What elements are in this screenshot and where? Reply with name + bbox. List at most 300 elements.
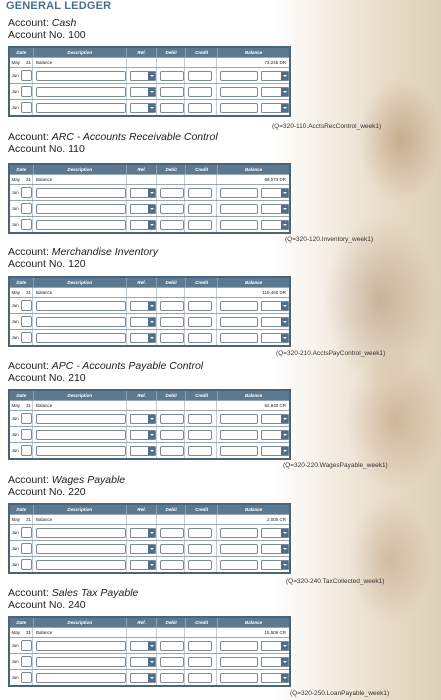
debit-input[interactable] (160, 317, 184, 327)
balance-cell (217, 288, 289, 297)
ledger-row (10, 83, 289, 99)
ledger-row (10, 174, 289, 184)
description-input[interactable] (36, 414, 126, 424)
ledger-row (10, 287, 289, 297)
column-header-balance: Balance (245, 50, 263, 55)
description-cell (33, 628, 127, 637)
column-header-date: Date (10, 618, 34, 627)
column-header-ref: Ref. (127, 505, 157, 514)
account-name-line (8, 131, 218, 143)
description-cell (33, 175, 127, 184)
credit-input[interactable] (188, 301, 212, 311)
chevron-down-icon[interactable] (148, 302, 155, 310)
chevron-down-icon[interactable] (148, 415, 155, 423)
debit-input[interactable] (160, 544, 184, 554)
debit-cell (157, 217, 185, 232)
chevron-down-icon[interactable] (281, 415, 288, 423)
day-input[interactable] (21, 187, 32, 198)
credit-input[interactable] (188, 446, 212, 456)
chevron-down-icon[interactable] (148, 642, 155, 650)
ref-select[interactable] (130, 641, 156, 651)
balance-input[interactable] (220, 560, 258, 570)
description-input[interactable] (36, 560, 126, 570)
debit-input[interactable] (160, 657, 184, 667)
debit-cell (157, 288, 185, 297)
credit-cell (185, 628, 217, 637)
column-header-description: Description (34, 278, 127, 287)
balance-input[interactable] (220, 188, 258, 198)
debit-cell (157, 557, 185, 572)
chevron-down-icon[interactable] (281, 205, 288, 213)
column-header-debit: Debit (157, 165, 186, 174)
ref-select[interactable] (130, 87, 156, 97)
month-text: Jun (11, 105, 19, 110)
balance-cell (217, 217, 289, 232)
ref-cell (127, 314, 157, 329)
balance-type-select[interactable] (261, 673, 289, 683)
credit-input[interactable] (188, 414, 212, 424)
balance-text: 119,460 DR (262, 290, 286, 295)
debit-cell (157, 427, 185, 442)
balance-input[interactable] (220, 641, 258, 651)
question-id-label: (Q=320-240.TaxCollected_week1) (286, 578, 385, 585)
debit-input[interactable] (160, 71, 184, 81)
balance-type-select[interactable] (261, 317, 289, 327)
description-input[interactable] (36, 103, 126, 113)
credit-cell (185, 201, 217, 216)
chevron-down-icon[interactable] (148, 529, 155, 537)
column-header-credit: Credit (186, 48, 218, 57)
balance-cell (217, 670, 289, 685)
ref-select[interactable] (130, 301, 156, 311)
chevron-down-icon[interactable] (281, 189, 288, 197)
ref-select[interactable] (130, 220, 156, 230)
day-input[interactable] (21, 70, 32, 81)
account-name: ARC - Accounts Receivable Control (51, 131, 218, 143)
month-text: Jun (11, 675, 19, 680)
balance-text: 82,840 CR (264, 403, 286, 408)
day-input[interactable] (21, 672, 32, 683)
description-input[interactable] (36, 544, 126, 554)
balance-type-select[interactable] (261, 446, 289, 456)
chevron-down-icon[interactable] (281, 447, 288, 455)
balance-type-select[interactable] (261, 71, 289, 81)
debit-input[interactable] (160, 220, 184, 230)
chevron-down-icon[interactable] (148, 447, 155, 455)
balance-input[interactable] (220, 544, 258, 554)
month-text: Jun (11, 530, 19, 535)
ref-select[interactable] (130, 430, 156, 440)
credit-input[interactable] (188, 641, 212, 651)
balance-text: 73,246 DR (264, 60, 286, 65)
credit-input[interactable] (188, 188, 212, 198)
description-input[interactable] (36, 317, 126, 327)
month-text: May (11, 517, 20, 522)
debit-input[interactable] (160, 528, 184, 538)
ref-select[interactable] (130, 673, 156, 683)
day-input[interactable] (21, 429, 32, 440)
balance-type-select[interactable] (261, 414, 289, 424)
credit-input[interactable] (188, 220, 212, 230)
day-input[interactable] (21, 559, 32, 570)
day-input[interactable] (21, 543, 32, 554)
account-name: Sales Tax Payable (51, 587, 139, 599)
column-header-balance: Balance (245, 280, 263, 285)
month-text: May (11, 290, 20, 295)
account-label: Account: (8, 474, 49, 486)
balance-cell (217, 298, 289, 313)
date-cell (10, 515, 33, 524)
balance-input[interactable] (220, 430, 258, 440)
ref-cell (127, 541, 157, 556)
credit-input[interactable] (188, 544, 212, 554)
description-text: Balance (36, 517, 53, 522)
balance-cell (217, 314, 289, 329)
balance-type-select[interactable] (261, 301, 289, 311)
description-cell (33, 330, 127, 345)
day-input[interactable] (21, 316, 32, 327)
credit-cell (185, 515, 217, 524)
day-input[interactable] (21, 300, 32, 311)
day-text: 31 (25, 290, 31, 295)
chevron-down-icon[interactable] (281, 318, 288, 326)
ledger-row (10, 669, 289, 685)
description-input[interactable] (36, 673, 126, 683)
ref-select[interactable] (130, 528, 156, 538)
ledger-table (8, 389, 291, 460)
chevron-down-icon[interactable] (281, 88, 288, 96)
column-header-credit: Credit (186, 618, 218, 627)
day-text: 31 (25, 403, 31, 408)
ref-cell (127, 58, 157, 67)
ref-select[interactable] (130, 544, 156, 554)
ref-select[interactable] (130, 560, 156, 570)
ref-select[interactable] (130, 71, 156, 81)
ref-select[interactable] (130, 103, 156, 113)
date-cell (10, 217, 33, 232)
account-name: Cash (51, 17, 77, 29)
credit-input[interactable] (188, 673, 212, 683)
column-header-credit: Credit (186, 278, 218, 287)
description-input[interactable] (36, 430, 126, 440)
balance-type-select[interactable] (261, 333, 289, 343)
day-input[interactable] (21, 86, 32, 97)
balance-type-select[interactable] (261, 103, 289, 113)
balance-input[interactable] (220, 220, 258, 230)
ref-select[interactable] (130, 317, 156, 327)
balance-input[interactable] (220, 414, 258, 424)
credit-cell (185, 557, 217, 572)
column-header-balance: Balance (245, 507, 263, 512)
month-text: Jun (11, 562, 19, 567)
account-name-line (8, 474, 125, 486)
debit-input[interactable] (160, 204, 184, 214)
ledger-row (10, 426, 289, 442)
column-header-ref: Ref. (127, 278, 157, 287)
chevron-down-icon[interactable] (148, 561, 155, 569)
ref-select[interactable] (130, 204, 156, 214)
description-text: Balance (36, 177, 53, 182)
balance-type-select[interactable] (261, 220, 289, 230)
credit-cell (185, 541, 217, 556)
month-text: Jun (11, 416, 19, 421)
description-text: Balance (36, 630, 53, 635)
ref-select[interactable] (130, 188, 156, 198)
description-input[interactable] (36, 220, 126, 230)
question-id-label: (Q=320-250.LoanPayable_week1) (290, 690, 390, 697)
chevron-down-icon[interactable] (148, 545, 155, 553)
chevron-down-icon[interactable] (281, 221, 288, 229)
balance-cell (217, 330, 289, 345)
description-cell (33, 401, 127, 410)
column-header-date: Date (10, 48, 34, 57)
credit-cell (185, 58, 217, 67)
balance-input[interactable] (220, 528, 258, 538)
description-input[interactable] (36, 301, 126, 311)
balance-type-select[interactable] (261, 87, 289, 97)
ref-select[interactable] (130, 657, 156, 667)
credit-cell (185, 330, 217, 345)
balance-input[interactable] (220, 317, 258, 327)
balance-cell (217, 185, 289, 200)
ledger-row (10, 99, 289, 115)
debit-input[interactable] (160, 103, 184, 113)
chevron-down-icon[interactable] (148, 189, 155, 197)
chevron-down-icon[interactable] (148, 674, 155, 682)
ledger-row (10, 184, 289, 200)
chevron-down-icon[interactable] (281, 529, 288, 537)
balance-input[interactable] (220, 657, 258, 667)
day-input[interactable] (21, 656, 32, 667)
debit-cell (157, 541, 185, 556)
balance-type-select[interactable] (261, 204, 289, 214)
credit-input[interactable] (188, 657, 212, 667)
chevron-down-icon[interactable] (148, 334, 155, 342)
credit-cell (185, 401, 217, 410)
date-cell (10, 638, 33, 653)
day-input[interactable] (21, 413, 32, 424)
debit-cell (157, 175, 185, 184)
balance-type-select[interactable] (261, 544, 289, 554)
chevron-down-icon[interactable] (148, 72, 155, 80)
day-input[interactable] (21, 445, 32, 456)
chevron-down-icon[interactable] (148, 658, 155, 666)
account-number: Account No. 220 (8, 486, 86, 498)
balance-text: 2,000 CR (266, 517, 286, 522)
chevron-down-icon[interactable] (148, 221, 155, 229)
account-name-line (8, 246, 158, 258)
balance-type-select[interactable] (261, 641, 289, 651)
description-text: Balance (36, 60, 53, 65)
balance-type-select[interactable] (261, 560, 289, 570)
ref-cell (127, 411, 157, 426)
description-cell (33, 84, 127, 99)
balance-input[interactable] (220, 673, 258, 683)
account-name: Wages Payable (51, 474, 126, 486)
debit-input[interactable] (160, 641, 184, 651)
ledger-row (10, 313, 289, 329)
ledger-row (10, 329, 289, 345)
balance-type-select[interactable] (261, 657, 289, 667)
credit-input[interactable] (188, 87, 212, 97)
balance-input[interactable] (220, 333, 258, 343)
credit-input[interactable] (188, 71, 212, 81)
credit-cell (185, 654, 217, 669)
description-cell (33, 314, 127, 329)
ref-select[interactable] (130, 446, 156, 456)
chevron-down-icon[interactable] (281, 334, 288, 342)
balance-input[interactable] (220, 103, 258, 113)
date-cell (10, 628, 33, 637)
balance-cell (217, 515, 289, 524)
balance-input[interactable] (220, 87, 258, 97)
ref-cell (127, 68, 157, 83)
ledger-header-row (10, 618, 289, 627)
description-input[interactable] (36, 528, 126, 538)
chevron-down-icon[interactable] (281, 72, 288, 80)
description-input[interactable] (36, 641, 126, 651)
credit-input[interactable] (188, 560, 212, 570)
account-name-line (8, 17, 86, 29)
description-input[interactable] (36, 71, 126, 81)
balance-cell (217, 427, 289, 442)
chevron-down-icon[interactable] (281, 545, 288, 553)
day-input[interactable] (21, 527, 32, 538)
column-header-ref: Ref. (127, 165, 157, 174)
credit-input[interactable] (188, 204, 212, 214)
credit-input[interactable] (188, 430, 212, 440)
ref-cell (127, 84, 157, 99)
account-number: Account No. 120 (8, 258, 86, 270)
column-header-description: Description (34, 165, 127, 174)
description-input[interactable] (36, 87, 126, 97)
month-text: Jun (11, 448, 19, 453)
debit-cell (157, 628, 185, 637)
column-header-date: Date (10, 391, 34, 400)
description-input[interactable] (36, 657, 126, 667)
balance-type-select[interactable] (261, 528, 289, 538)
date-cell (10, 68, 33, 83)
debit-input[interactable] (160, 188, 184, 198)
credit-cell (185, 68, 217, 83)
credit-input[interactable] (188, 333, 212, 343)
month-text: Jun (11, 643, 19, 648)
debit-input[interactable] (160, 560, 184, 570)
ledger-header-row (10, 505, 289, 514)
date-cell (10, 288, 33, 297)
credit-cell (185, 525, 217, 540)
description-cell (33, 427, 127, 442)
debit-input[interactable] (160, 87, 184, 97)
chevron-down-icon[interactable] (148, 318, 155, 326)
balance-input[interactable] (220, 204, 258, 214)
account-name: APC - Accounts Payable Control (51, 360, 204, 372)
credit-input[interactable] (188, 103, 212, 113)
balance-type-select[interactable] (261, 188, 289, 198)
description-input[interactable] (36, 204, 126, 214)
chevron-down-icon[interactable] (281, 674, 288, 682)
description-input[interactable] (36, 188, 126, 198)
ref-select[interactable] (130, 333, 156, 343)
debit-input[interactable] (160, 430, 184, 440)
ref-cell (127, 175, 157, 184)
credit-cell (185, 288, 217, 297)
credit-cell (185, 670, 217, 685)
debit-input[interactable] (160, 333, 184, 343)
balance-input[interactable] (220, 71, 258, 81)
column-header-description: Description (34, 391, 127, 400)
debit-input[interactable] (160, 673, 184, 683)
debit-cell (157, 185, 185, 200)
chevron-down-icon[interactable] (148, 431, 155, 439)
column-header-credit: Credit (186, 165, 218, 174)
credit-cell (185, 638, 217, 653)
day-input[interactable] (21, 102, 32, 113)
credit-input[interactable] (188, 528, 212, 538)
credit-input[interactable] (188, 317, 212, 327)
day-input[interactable] (21, 640, 32, 651)
description-cell (33, 185, 127, 200)
description-input[interactable] (36, 333, 126, 343)
balance-cell (217, 638, 289, 653)
chevron-down-icon[interactable] (281, 302, 288, 310)
date-cell (10, 201, 33, 216)
description-cell (33, 288, 127, 297)
chevron-down-icon[interactable] (281, 104, 288, 112)
balance-type-select[interactable] (261, 430, 289, 440)
chevron-down-icon[interactable] (148, 104, 155, 112)
debit-input[interactable] (160, 446, 184, 456)
chevron-down-icon[interactable] (281, 658, 288, 666)
date-cell (10, 427, 33, 442)
debit-cell (157, 298, 185, 313)
day-input[interactable] (21, 219, 32, 230)
month-text: May (11, 630, 20, 635)
ledger-table (8, 46, 291, 117)
debit-input[interactable] (160, 414, 184, 424)
chevron-down-icon[interactable] (148, 205, 155, 213)
question-id-label: (Q=320-120.Inventory_week1) (285, 236, 373, 243)
balance-cell (217, 557, 289, 572)
ledger-header-row (10, 165, 289, 174)
description-cell (33, 201, 127, 216)
day-input[interactable] (21, 203, 32, 214)
balance-input[interactable] (220, 446, 258, 456)
ref-select[interactable] (130, 414, 156, 424)
account-name-line (8, 360, 203, 372)
column-header-debit: Debit (157, 391, 186, 400)
chevron-down-icon[interactable] (281, 431, 288, 439)
column-header-description: Description (34, 505, 127, 514)
chevron-down-icon[interactable] (281, 561, 288, 569)
balance-input[interactable] (220, 301, 258, 311)
ref-cell (127, 638, 157, 653)
balance-cell (217, 201, 289, 216)
debit-input[interactable] (160, 301, 184, 311)
ref-cell (127, 298, 157, 313)
column-header-debit: Debit (157, 505, 186, 514)
description-cell (33, 638, 127, 653)
date-cell (10, 443, 33, 458)
account-number: Account No. 210 (8, 372, 86, 384)
description-cell (33, 654, 127, 669)
chevron-down-icon[interactable] (148, 88, 155, 96)
day-input[interactable] (21, 332, 32, 343)
chevron-down-icon[interactable] (281, 642, 288, 650)
ref-cell (127, 670, 157, 685)
description-input[interactable] (36, 446, 126, 456)
ledger-header-row (10, 278, 289, 287)
